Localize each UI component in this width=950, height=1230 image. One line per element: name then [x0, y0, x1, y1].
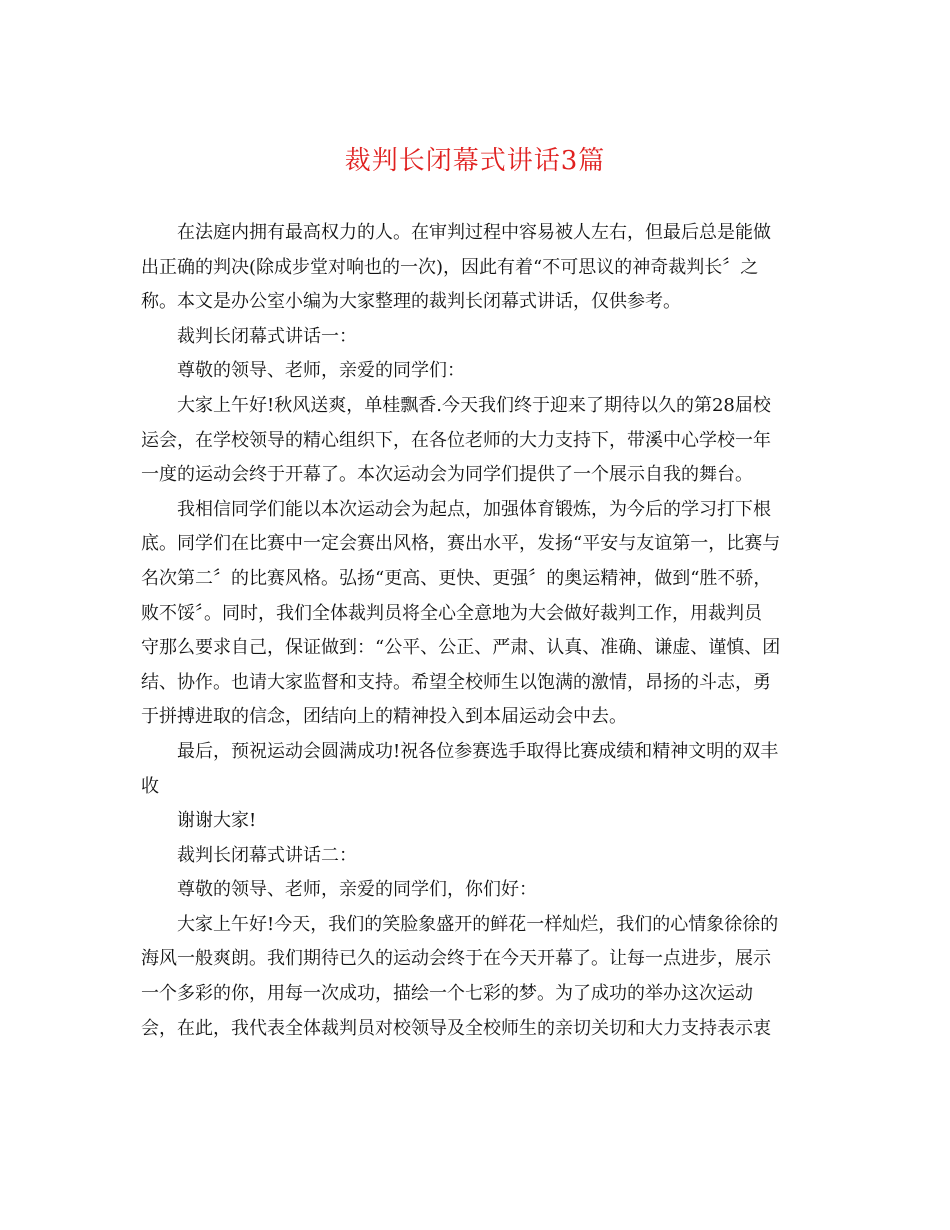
body-line: 底。同学们在比赛中一定会赛出风格，赛出水平，发扬“平安与友谊第一，比赛与 — [141, 533, 781, 555]
body-line: 结、协作。也请大家监督和支持。希望全校师生以饱满的激情，昂扬的斗志，勇 — [141, 671, 771, 693]
body-line: 我相信同学们能以本次运动会为起点，加强体育锻炼，为今后的学习打下根 — [177, 498, 771, 520]
body-line: 一个多彩的你，用每一次成功，描绘一个七彩的梦。为了成功的举办这次运动 — [141, 983, 753, 1005]
body-line: 于拼搏进取的信念，团结向上的精神投入到本届运动会中去。 — [141, 706, 627, 728]
body-line: 收 — [141, 775, 159, 797]
body-line: 裁判长闭幕式讲话二： — [177, 844, 357, 866]
body-line: 海风一般爽朗。我们期待已久的运动会终于在今天开幕了。让每一点进步，展示 — [141, 948, 771, 970]
body-line: 称。本文是办公室小编为大家整理的裁判长闭幕式讲话，仅供参考。 — [141, 291, 681, 313]
body-line: 守那么要求自己，保证做到：“公平、公正、严肃、认真、准确、谦虚、谨慎、团 — [141, 637, 781, 659]
body-line: 谢谢大家! — [177, 810, 257, 832]
body-line: 一度的运动会终于开幕了。本次运动会为同学们提供了一个展示自我的舞台。 — [141, 464, 753, 486]
body-line: 名次第二〞的比赛风格。弘扬“更高、更快、更强〞的奥运精神，做到“胜不骄， — [141, 567, 772, 589]
body-line: 大家上午好!今天，我们的笑脸象盛开的鲜花一样灿烂，我们的心情象徐徐的 — [177, 913, 779, 935]
body-line: 在法庭内拥有最高权力的人。在审判过程中容易被人左右，但最后总是能做 — [177, 222, 771, 243]
body-line: 败不馁〞。同时，我们全体裁判员将全心全意地为大会做好裁判工作，用裁判员 — [141, 602, 762, 624]
document-body — [141, 216, 811, 1046]
body-line: 出正确的判决(除成步堂对响也的一次)，因此有着“不可思议的神奇裁判长〞之 — [141, 256, 759, 278]
body-line: 运会，在学校领导的精心组织下，在各位老师的大力支持下，带溪中心学校一年 — [141, 429, 771, 451]
body-line: 会，在此，我代表全体裁判员对校领导及全校师生的亲切关切和大力支持表示衷 — [141, 1017, 771, 1039]
body-line: 裁判长闭幕式讲话一： — [177, 325, 357, 347]
body-line: 尊敬的领导、老师，亲爱的同学们： — [177, 360, 465, 382]
document-title: 裁判长闭幕式讲话3篇 — [344, 146, 606, 176]
body-line: 最后，预祝运动会圆满成功!祝各位参赛选手取得比赛成绩和精神文明的双丰 — [177, 740, 779, 762]
body-line: 大家上午好!秋风送爽，单桂飘香.今天我们终于迎来了期待以久的第28届校 — [177, 394, 771, 416]
body-line: 尊敬的领导、老师，亲爱的同学们，你们好： — [177, 879, 537, 901]
